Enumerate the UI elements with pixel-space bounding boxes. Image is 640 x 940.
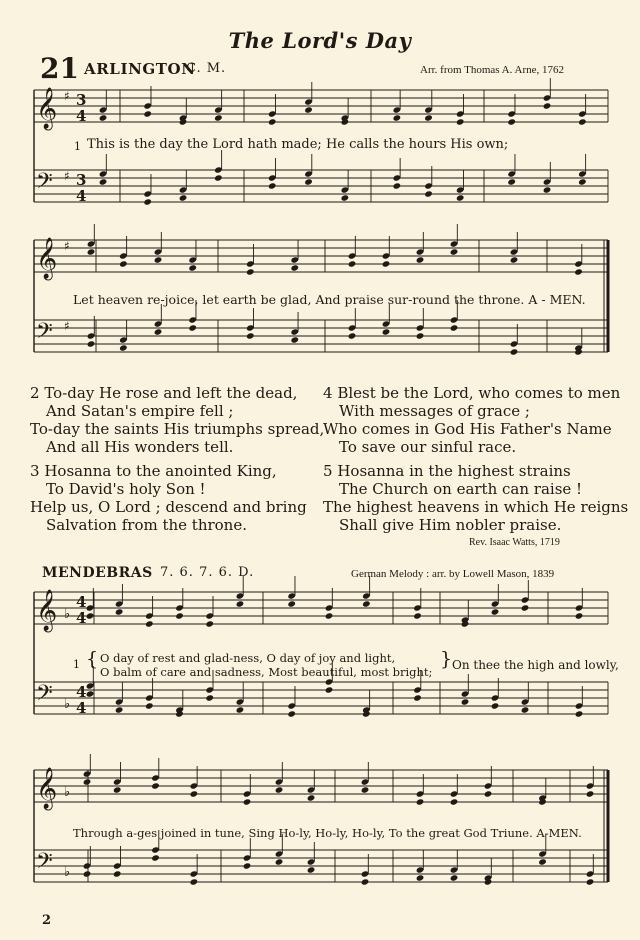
svg-text:3: 3 bbox=[76, 91, 87, 109]
svg-text:♭: ♭ bbox=[64, 865, 71, 880]
svg-text:𝄞: 𝄞 bbox=[36, 238, 58, 279]
svg-text:4: 4 bbox=[76, 187, 87, 205]
stanza-4 bbox=[323, 384, 620, 456]
stanza-number: 3 bbox=[30, 462, 40, 480]
hymn-number: 21 bbox=[40, 52, 79, 85]
svg-text:4: 4 bbox=[76, 107, 87, 125]
meter: C. M. bbox=[186, 61, 227, 76]
stanza-line: To-day He rose and left the dead, bbox=[44, 384, 298, 402]
lyric-line-2: Let heaven re-joice, let earth be glad, And praise sur-round the throne. A - MEN. bbox=[73, 292, 586, 307]
stanza-line: Hosanna in the highest strains bbox=[337, 462, 571, 480]
svg-text:𝄞: 𝄞 bbox=[36, 768, 58, 809]
stanza-line: To David's holy Son ! bbox=[46, 480, 206, 498]
svg-text:𝄞: 𝄞 bbox=[36, 88, 58, 129]
stanza-line: Help us, O Lord ; descend and bring bbox=[30, 498, 307, 516]
tune-name-2: MENDEBRAS bbox=[42, 565, 153, 581]
svg-text:4: 4 bbox=[76, 609, 87, 627]
svg-text:4: 4 bbox=[76, 683, 87, 701]
arranger-credit-2: German Melody : arr. by Lowell Mason, 1839 bbox=[351, 568, 555, 580]
lyric-line-1: This is the day the Lord hath made; He calls the hours His own; bbox=[87, 137, 509, 152]
stanza-line: With messages of grace ; bbox=[339, 402, 530, 420]
stanza-5 bbox=[323, 462, 628, 534]
brace-right: } bbox=[440, 648, 453, 670]
page-number: 2 bbox=[42, 913, 52, 928]
page-title: The Lord's Day bbox=[228, 28, 412, 53]
svg-text:♯: ♯ bbox=[64, 89, 70, 103]
svg-text:𝄢: 𝄢 bbox=[36, 169, 53, 199]
svg-text:3: 3 bbox=[76, 171, 87, 189]
stanza-3 bbox=[30, 462, 307, 534]
stanza-line: Who comes in God His Father's Name bbox=[323, 420, 612, 438]
svg-text:𝄢: 𝄢 bbox=[36, 849, 53, 879]
stanza-line: To save our sinful race. bbox=[339, 438, 517, 456]
lyric-line-2b: Through a-ges joined in tune, Sing Ho-ly, Ho-ly, Ho-ly, To the great God Triune. A-MEN. bbox=[73, 826, 582, 840]
meter-2: 7. 6. 7. 6. D. bbox=[160, 565, 255, 580]
svg-text:♯: ♯ bbox=[64, 239, 70, 253]
refrain-line: On thee the high and lowly, bbox=[452, 658, 619, 672]
svg-text:𝄞: 𝄞 bbox=[36, 590, 58, 631]
lyric-line-1a: O day of rest and glad-ness, O day of joy and light, bbox=[100, 651, 396, 665]
stanza-line: Hosanna to the anointed King, bbox=[44, 462, 277, 480]
stanza-number: 4 bbox=[323, 384, 333, 402]
stanza-line: To-day the saints His triumphs spread, bbox=[30, 420, 325, 438]
lyric-line-1b: O balm of care and sadness, Most beautiful, most bright; bbox=[100, 665, 433, 679]
author-credit: Rev. Isaac Watts, 1719 bbox=[469, 537, 560, 548]
tune-name: ARLINGTON bbox=[84, 60, 196, 78]
svg-text:4: 4 bbox=[76, 593, 87, 611]
verse-number: 1 bbox=[74, 140, 81, 153]
svg-text:♭: ♭ bbox=[64, 697, 71, 712]
svg-text:4: 4 bbox=[76, 699, 87, 717]
stanza-line: Shall give Him nobler praise. bbox=[339, 516, 562, 534]
svg-text:♭: ♭ bbox=[64, 785, 71, 800]
brace-left: { bbox=[86, 648, 99, 670]
stanza-2 bbox=[30, 384, 324, 456]
stanza-line: Blest be the Lord, who comes to men bbox=[337, 384, 621, 402]
stanza-line: Salvation from the throne. bbox=[46, 516, 247, 534]
svg-text:♯: ♯ bbox=[64, 319, 70, 333]
arranger-credit: Arr. from Thomas A. Arne, 1762 bbox=[420, 64, 565, 76]
stanza-line: The Church on earth can raise ! bbox=[339, 480, 583, 498]
stanza-line: And Satan's empire fell ; bbox=[46, 402, 234, 420]
stanza-number: 2 bbox=[30, 384, 40, 402]
svg-text:♭: ♭ bbox=[64, 607, 71, 622]
stanza-line: The highest heavens in which He reigns bbox=[323, 498, 629, 516]
svg-text:𝄢: 𝄢 bbox=[36, 319, 53, 349]
verse-number-2: 1 bbox=[73, 658, 80, 671]
svg-text:♯: ♯ bbox=[64, 169, 70, 183]
svg-text:𝄢: 𝄢 bbox=[36, 681, 53, 711]
stanza-number: 5 bbox=[323, 462, 333, 480]
stanza-line: And all His wonders tell. bbox=[46, 438, 234, 456]
